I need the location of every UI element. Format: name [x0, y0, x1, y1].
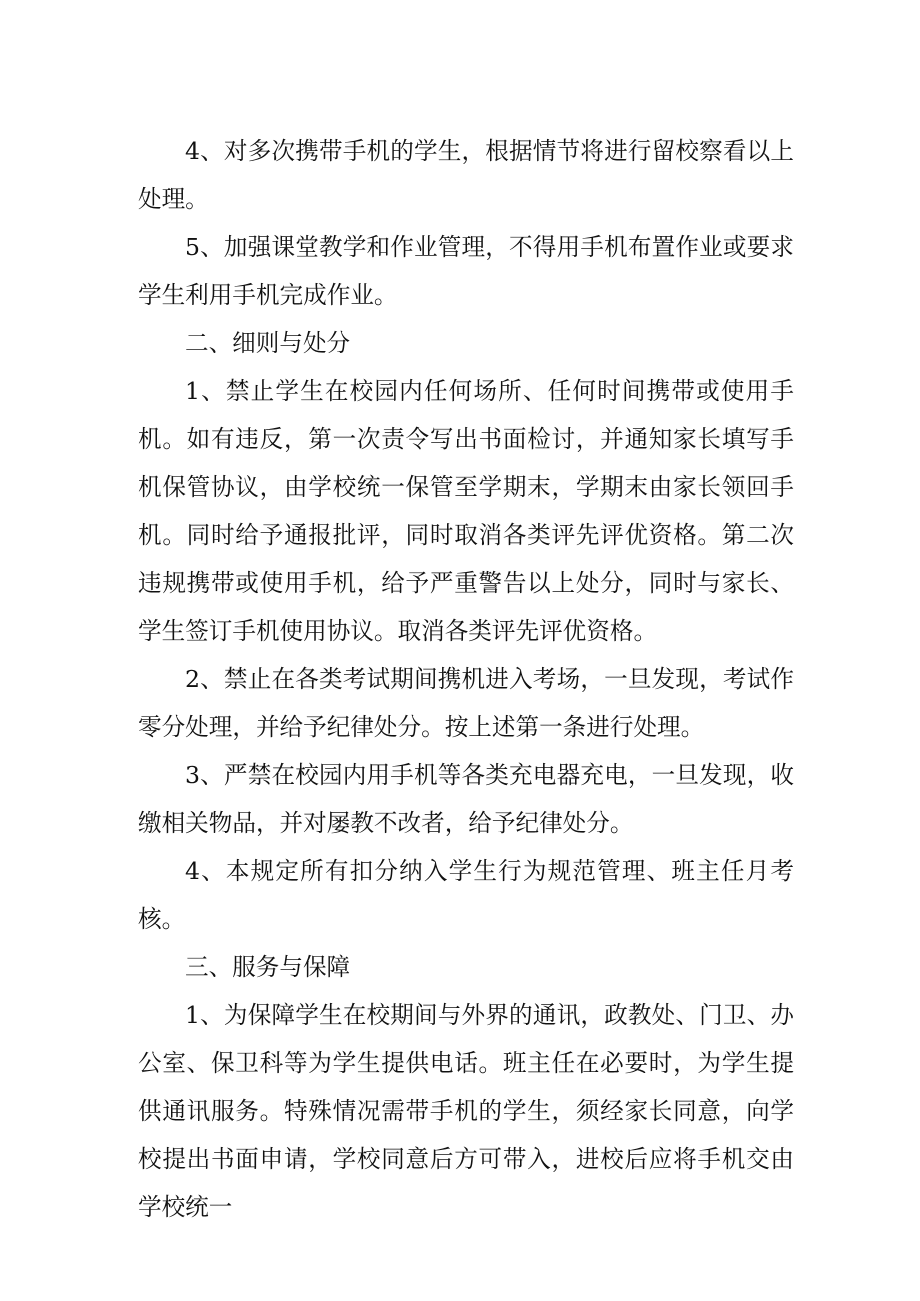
- paragraph-rule-5-homework: 5、加强课堂教学和作业管理，不得用手机布置作业或要求学生利用手机完成作业。: [138, 233, 794, 309]
- paragraph-service-1-communication: 1、为保障学生在校期间与外界的通讯，政教处、门卫、办公室、保卫科等为学生提供电话。班主任在必要时，为学生提供通讯服务。特殊情况需带手机的学生，须经家长同意，向学校提出书面申请，学校同意后方可带入，进校后应将手机交由学校统一: [138, 1001, 794, 1221]
- paragraph-penalty-4-assessment: 4、本规定所有扣分纳入学生行为规范管理、班主任月考核。: [138, 857, 794, 933]
- section-heading-rules-and-penalties: 二、细则与处分: [185, 329, 351, 357]
- paragraph-penalty-2-exams: 2、禁止在各类考试期间携机进入考场，一旦发现，考试作零分处理，并给予纪律处分。按上述第一条进行处理。: [138, 665, 794, 741]
- section-heading-service-and-support: 三、服务与保障: [185, 953, 351, 981]
- paragraph-penalty-1-campus-ban: 1、禁止学生在校园内任何场所、任何时间携带或使用手机。如有违反，第一次责令写出书面检讨，并通知家长填写手机保管协议，由学校统一保管至学期末，学期末由家长领回手机。同时给予通报批评，同时取消各类评先评优资格。第二次违规携带或使用手机，给予严重警告以上处分，同时与家长、学生签订手机使用协议。取消各类评先评优资格。: [138, 377, 794, 645]
- paragraph-penalty-3-charging: 3、严禁在校园内用手机等各类充电器充电，一旦发现，收缴相关物品，并对屡教不改者，给予纪律处分。: [138, 761, 794, 837]
- document-body: [138, 127, 794, 1231]
- paragraph-rule-4-repeat-offense: 4、对多次携带手机的学生，根据情节将进行留校察看以上处理。: [138, 137, 794, 213]
